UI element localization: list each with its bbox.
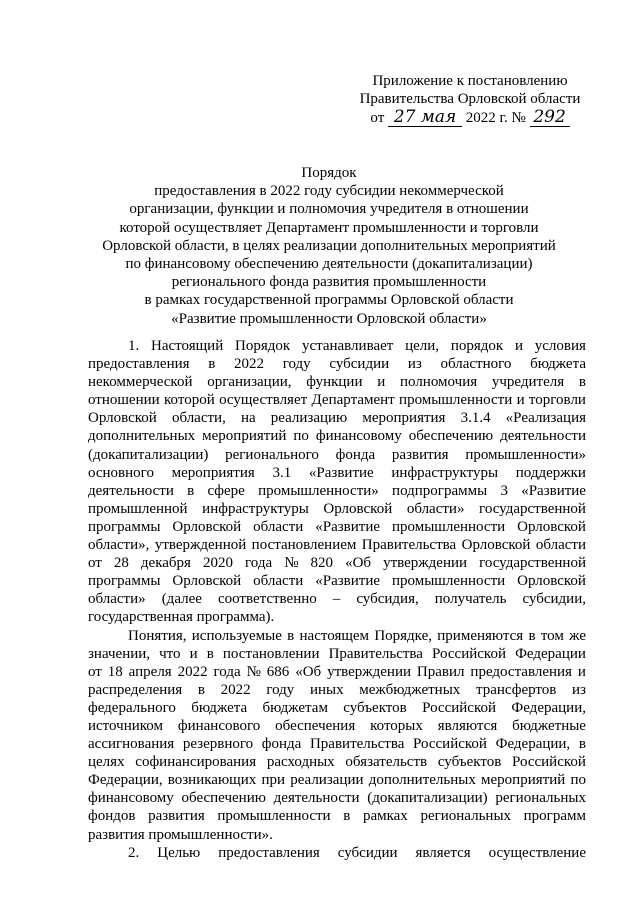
body-line: федерального бюджета бюджетам субъектов Российской Федерации, bbox=[88, 699, 586, 716]
date-prefix: от bbox=[370, 110, 385, 126]
body-line: фондов развития промышленности в рамках региональных программ bbox=[88, 808, 586, 825]
body-line: 1. Настоящий Порядок устанавливает цели, порядок и условия bbox=[128, 338, 586, 354]
body-line: промышленной инфраструктуры Орловской области» государственной bbox=[88, 500, 586, 517]
title-line: Орловской области, в целях реализации дополнительных мероприятий bbox=[102, 237, 556, 254]
date-suffix: 2022 г. № bbox=[465, 110, 526, 126]
body-line: ассигнования резервного фонда Правительства Российской Федерации, в bbox=[88, 736, 586, 753]
body-line: программы Орловской области «Развитие промышленности Орловской bbox=[88, 518, 586, 535]
header-line-2: Правительства Орловской области bbox=[359, 91, 581, 107]
title-line: Порядок bbox=[301, 165, 357, 181]
body-line: некоммерческой организации, функции и полномочия учредителя в bbox=[88, 374, 586, 391]
header-date-line bbox=[330, 108, 610, 127]
body-line: области», утвержденной постановлением Правительства Орловской области bbox=[88, 537, 586, 554]
body-line: от 18 апреля 2022 года № 686 «Об утверждении Правил предоставления и bbox=[88, 663, 586, 680]
body-line: основного мероприятия 3.1 «Развитие инфраструктуры поддержки bbox=[88, 464, 586, 481]
header-line-1: Приложение к постановлению bbox=[372, 73, 568, 89]
body-line: целях софинансирования расходных обязательств субъектов Российской bbox=[88, 754, 586, 771]
body-line: деятельности в сфере промышленности» подпрограммы 3 «Развитие bbox=[88, 482, 586, 499]
document-body bbox=[88, 337, 586, 862]
body-line: Орловской области, на реализацию мероприятия 3.1.4 «Реализация bbox=[88, 410, 586, 427]
body-line: предоставления в 2022 году субсидии из областного бюджета bbox=[88, 356, 586, 373]
body-line: источником финансового обеспечения которых являются бюджетные bbox=[88, 717, 586, 734]
title-line: предоставления в 2022 году субсидии некоммерческой bbox=[154, 183, 504, 200]
handwritten-number: 292 bbox=[530, 108, 570, 127]
body-line: области» (далее соответственно – субсидия, получатель субсидии, bbox=[88, 591, 586, 608]
title-line: по финансовому обеспечению деятельности (докапитализации) bbox=[125, 256, 533, 273]
document-title bbox=[80, 164, 578, 328]
body-line: программы Орловской области «Развитие промышленности Орловской bbox=[88, 573, 586, 590]
handwritten-date: 27 мая bbox=[388, 108, 462, 127]
body-line: 2. Целью предоставления субсидии является осуществление bbox=[128, 844, 586, 861]
body-line: отношении которой осуществляет Департамент промышленности и торговли bbox=[88, 392, 586, 409]
approval-header bbox=[330, 72, 610, 127]
body-line: развития промышленности». bbox=[88, 826, 273, 843]
body-line: распределения в 2022 году иных межбюджетных трансфертов из bbox=[88, 681, 586, 698]
title-line: организации, функции и полномочия учредителя в отношении bbox=[129, 201, 529, 218]
title-line: которой осуществляет Департамент промышленности и торговли bbox=[119, 219, 539, 236]
title-line: «Развитие промышленности Орловской области» bbox=[171, 310, 487, 327]
title-line: регионального фонда развития промышленности bbox=[171, 274, 487, 291]
body-line: значении, что и в постановлении Правительства Российской Федерации bbox=[88, 645, 586, 662]
body-line: финансовому обеспечению деятельности (докапитализации) региональных bbox=[88, 790, 586, 807]
body-line: Понятия, используемые в настоящем Порядке, применяются в том же bbox=[128, 627, 586, 644]
body-line: Федерации, возникающих при реализации дополнительных мероприятий по bbox=[88, 772, 586, 789]
body-line: (докапитализации) регионального фонда развития промышленности» bbox=[88, 446, 586, 463]
body-line: дополнительных мероприятий по финансовому обеспечению деятельности bbox=[88, 428, 586, 445]
body-line: от 28 декабря 2020 года № 820 «Об утверждении государственной bbox=[88, 555, 586, 572]
title-line: в рамках государственной программы Орловской области bbox=[144, 292, 514, 309]
body-line: государственная программа). bbox=[88, 609, 275, 626]
